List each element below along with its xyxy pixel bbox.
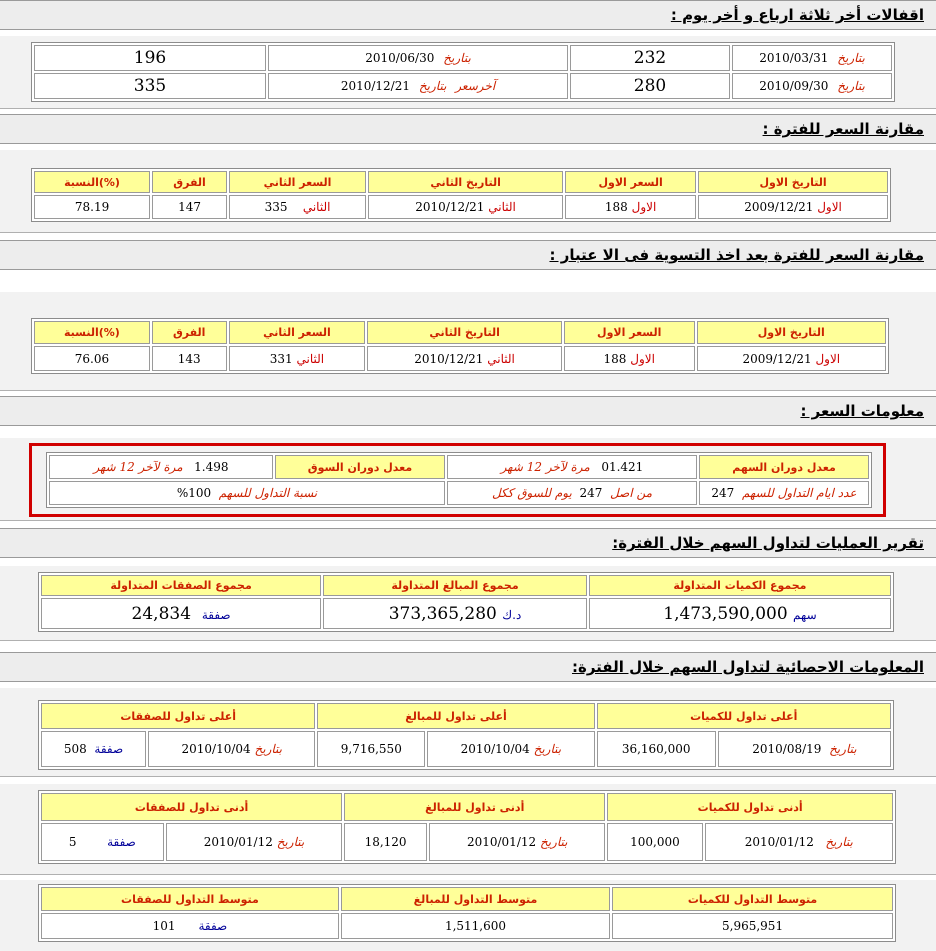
cell-text: 247 (711, 486, 735, 500)
column-header: التاريخ الاول (698, 171, 888, 193)
column-header: التاريخ الثاني (368, 171, 563, 193)
cell-text: 2010/12/21 (415, 200, 485, 215)
cell (49, 481, 445, 505)
column-header: متوسط التداول للصفقات (41, 887, 339, 911)
table-row (49, 481, 869, 505)
cell-text: 01.421 (601, 460, 644, 474)
cell-text: 2009/12/21 (742, 351, 812, 366)
table-row (34, 346, 886, 371)
cell-text: بتاريخ (829, 742, 857, 756)
cell (41, 731, 146, 767)
column-header: السعر الاول (565, 171, 696, 193)
cell-text: 1.498 (194, 460, 229, 474)
cell-text: 2010/12/21 (340, 79, 410, 93)
cell: 5,965,951 (612, 913, 893, 939)
cell-text: نسبة التداول للسهم (218, 486, 318, 500)
column-header: السعر الاول (564, 321, 695, 344)
section-title: مقارنة السعر للفترة بعد اخذ التسوية فى الا عتبار : (549, 246, 924, 264)
cell (41, 598, 321, 629)
cell-text: 373,365,280 (388, 603, 497, 624)
column-header: الفرق (152, 321, 227, 344)
cell-text: عدد ايام التداول للسهم (741, 486, 857, 500)
cell-text: الثاني (302, 200, 331, 215)
section-header-compare (0, 114, 936, 144)
cell-text: 2010/08/19 (752, 742, 822, 756)
cell-text: د.ك (502, 607, 522, 622)
cell-text: بتاريخ (533, 742, 562, 756)
cell: 280 (570, 73, 730, 99)
cell (705, 823, 893, 861)
table-row (41, 913, 893, 939)
column-header: مجموع الكميات المتداولة (589, 575, 891, 596)
cell (367, 346, 562, 371)
cell-text: 2010/10/04 (181, 742, 251, 756)
cell (698, 195, 888, 219)
cell (268, 73, 568, 99)
cell-text: صفقة (107, 835, 136, 849)
cell (697, 346, 886, 371)
cell-text: بتاريخ (254, 742, 282, 756)
cell-text: 24,834 (131, 603, 192, 624)
table-header-row (41, 887, 893, 911)
table-header-row (41, 575, 891, 596)
cell: 143 (152, 346, 227, 371)
cell-text: صفقة (201, 607, 231, 622)
cell-text: 2010/06/30 (365, 51, 435, 65)
cell-text: بتاريخ (276, 835, 305, 849)
column-header: الفرق (152, 171, 227, 193)
cell (732, 45, 892, 71)
cell (699, 481, 869, 505)
cell: 147 (152, 195, 227, 219)
column-header: أدنى تداول للكميات (607, 793, 893, 821)
cell-text: 331 (269, 351, 293, 366)
cell (447, 481, 697, 505)
cell: 9,716,550 (317, 731, 425, 767)
cell-text: 2010/09/30 (759, 79, 829, 93)
column-header: أعلى تداول للمبالغ (317, 703, 594, 729)
table-row (41, 731, 891, 767)
column-header: مجموع الصفقات المتداولة (41, 575, 321, 596)
cell-text: 2010/01/12 (466, 835, 537, 849)
cell-text: الاول (631, 200, 657, 215)
section-title: مقارنة السعر للفترة : (762, 120, 924, 138)
cell-text: الثاني (296, 351, 325, 366)
cell-text: بتاريخ (443, 51, 471, 65)
cell-text: 188 (604, 200, 628, 215)
cell-text: الثاني (487, 351, 515, 366)
cell-text: 2010/01/12 (203, 835, 273, 849)
cell-text: من اصل (610, 486, 653, 500)
table-row (41, 823, 893, 861)
cell (41, 823, 164, 861)
cell (229, 346, 366, 371)
high-trading-table (38, 700, 894, 770)
cell (166, 823, 342, 861)
cell-text: 508 (63, 742, 87, 756)
section-header-compare-adjusted (0, 240, 936, 270)
market-turnover-label: معدل دوران السوق (275, 455, 445, 479)
column-header: السعر الثاني (229, 321, 366, 344)
cell: 78.19 (34, 195, 150, 219)
section-header-price-info (0, 396, 936, 426)
table-row (41, 598, 891, 629)
section-title: المعلومات الاحصائية لتداول السهم خلال الفترة: (571, 658, 924, 676)
compare-table (31, 168, 891, 222)
table-row (34, 45, 892, 71)
cell-text: بتاريخ (539, 835, 568, 849)
closings-table (31, 42, 895, 102)
column-header: أدنى تداول للصفقات (41, 793, 342, 821)
price-info-table (46, 452, 872, 508)
cell (229, 195, 366, 219)
cell: 335 (34, 73, 266, 99)
table-row (49, 455, 869, 479)
cell (732, 73, 892, 99)
cell (447, 455, 697, 479)
turnover-label: معدل دوران السهم (699, 455, 869, 479)
cell (148, 731, 315, 767)
cell-text: بتاريخ (825, 835, 853, 849)
cell (41, 913, 339, 939)
cell (429, 823, 605, 861)
column-header: أدنى تداول للمبالغ (344, 793, 605, 821)
cell: 196 (34, 45, 266, 71)
cell-text: 2010/01/12 (744, 835, 814, 849)
cell: 18,120 (344, 823, 427, 861)
cell-text: صفقة (94, 742, 124, 756)
section-title: معلومات السعر : (800, 402, 924, 420)
cell (368, 195, 563, 219)
table-header-row (34, 321, 886, 344)
compare-adjusted-table (31, 318, 889, 374)
table-header-row (41, 703, 891, 729)
section-title: تقرير العمليات لتداول السهم خلال الفترة: (612, 534, 924, 552)
cell (427, 731, 594, 767)
cell (268, 45, 568, 71)
cell: 232 (570, 45, 730, 71)
cell-text: مرة لآخر 12 شهر (93, 460, 183, 474)
table-header-row (34, 171, 888, 193)
cell-text: 188 (603, 351, 627, 366)
cell-text: 100% (176, 486, 212, 500)
cell-text: سهم (793, 607, 817, 622)
cell-text: 101 (152, 919, 176, 934)
cell-text: 335 (264, 200, 288, 215)
cell-text: 5 (68, 835, 77, 849)
cell-text: مرة لآخر 12 شهر (500, 460, 590, 474)
table-row (34, 195, 888, 219)
cell-text: صفقة (198, 919, 228, 934)
cell (49, 455, 273, 479)
column-header: مجموع المبالغ المتداولة (323, 575, 587, 596)
column-header: أعلى تداول للكميات (597, 703, 891, 729)
column-header: (%)النسبة (34, 321, 150, 344)
cell-text: 2010/12/21 (414, 351, 484, 366)
column-header: السعر الثاني (229, 171, 366, 193)
section-title: اقفالات أخر ثلاثة ارباع و أخر يوم : (670, 6, 924, 24)
cell-text: 1,473,590,000 (663, 603, 788, 624)
cell (565, 195, 696, 219)
cell-text: 247 (579, 486, 603, 500)
trading-report-table (38, 572, 894, 632)
column-header: التاريخ الثاني (367, 321, 562, 344)
cell: 1,511,600 (341, 913, 610, 939)
section-header-statistics (0, 652, 936, 682)
section-header-trading-report (0, 528, 936, 558)
cell: 36,160,000 (597, 731, 716, 767)
table-row (34, 73, 892, 99)
cell (718, 731, 891, 767)
cell (589, 598, 891, 629)
column-header: (%)النسبة (34, 171, 150, 193)
section-header-closings (0, 0, 936, 30)
cell-text: الاول (815, 351, 841, 366)
cell: 76.06 (34, 346, 150, 371)
cell-text: بتاريخ (418, 79, 447, 93)
cell-text: بتاريخ (837, 51, 865, 65)
column-header: متوسط التداول للكميات (612, 887, 893, 911)
average-trading-table (38, 884, 896, 942)
cell-text: الاول (630, 351, 655, 366)
cell-text: الاول (817, 200, 842, 215)
column-header: متوسط التداول للمبالغ (341, 887, 610, 911)
cell-text: يوم للسوق ككل (491, 486, 572, 500)
low-trading-table (38, 790, 896, 864)
table-header-row (41, 793, 893, 821)
cell (564, 346, 695, 371)
cell (323, 598, 587, 629)
cell-text: 2010/03/31 (759, 51, 829, 65)
cell-text: الثاني (488, 200, 516, 215)
cell-text: آخرسعر (455, 79, 496, 93)
cell-text: 2010/10/04 (460, 742, 530, 756)
cell-text: 2009/12/21 (744, 200, 814, 215)
column-header: التاريخ الاول (697, 321, 886, 344)
column-header: أعلى تداول للصفقات (41, 703, 315, 729)
cell: 100,000 (607, 823, 702, 861)
cell-text: بتاريخ (837, 79, 865, 93)
